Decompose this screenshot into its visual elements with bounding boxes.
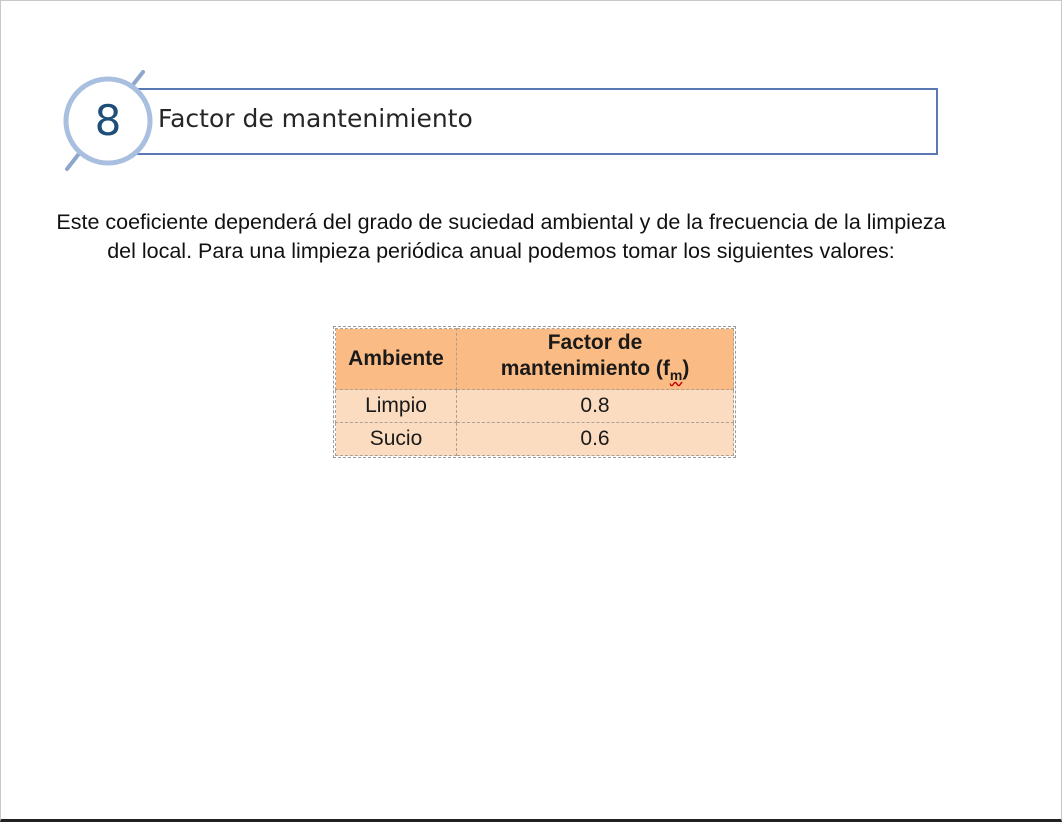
cell-factor: 0.6 (457, 423, 734, 456)
intro-paragraph: Este coeficiente dependerá del grado de suciedad ambiental y de la frecuencia de la limpieza del local. Para una limpieza periódica anual podemos tomar los siguientes valores: (56, 210, 946, 263)
section-number: 8 (94, 96, 122, 145)
header-ambiente: Ambiente (336, 329, 457, 390)
header-factor-close: ) (682, 357, 690, 380)
section-title: Factor de mantenimiento (158, 104, 473, 133)
header-factor-line2: mantenimiento (f (500, 357, 670, 380)
header-factor (457, 329, 734, 390)
maintenance-factor-table (335, 328, 734, 456)
table-row (336, 423, 734, 456)
maintenance-factor-table-frame[interactable] (333, 326, 736, 458)
table-header-row (336, 329, 734, 390)
table-row (336, 390, 734, 423)
header-factor-subscript: m (669, 367, 683, 383)
cell-factor: 0.8 (457, 390, 734, 423)
cell-ambiente: Sucio (336, 423, 457, 456)
cell-ambiente: Limpio (336, 390, 457, 423)
header-factor-line1: Factor de (547, 331, 643, 354)
